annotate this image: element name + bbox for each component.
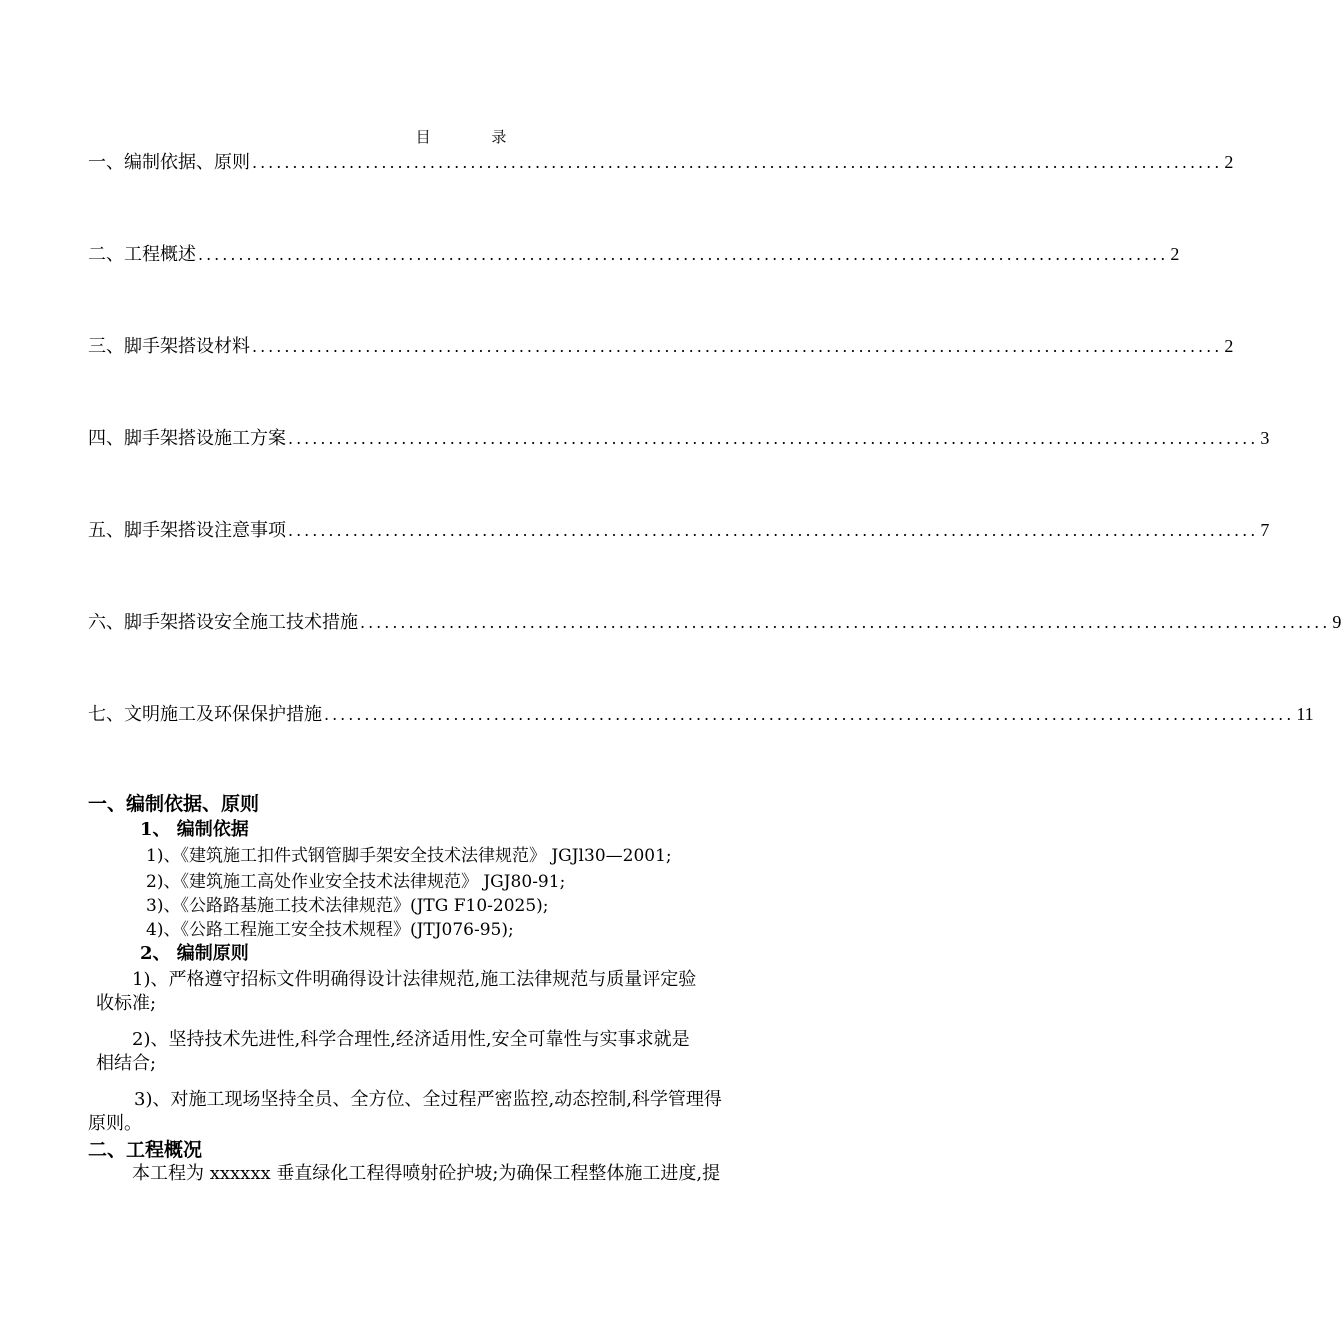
toc-entry-label: 二、工程概述 bbox=[88, 244, 196, 265]
toc-page-number: 2 bbox=[1224, 336, 1234, 356]
toc-leader: ........................................................................................................................ bbox=[252, 153, 1223, 172]
toc-entry-label: 六、脚手架搭设安全施工技术措施 bbox=[88, 612, 358, 633]
reference-item: 2)、《建筑施工高处作业安全技术法律规范》 JGJ80-91; bbox=[146, 872, 566, 892]
toc-page-number: 9 bbox=[1332, 612, 1341, 632]
subsection-heading: 2、 编制原则 bbox=[140, 943, 249, 964]
toc-entry[interactable] bbox=[88, 334, 1234, 359]
section-heading: 一、编制依据、原则 bbox=[88, 793, 260, 815]
toc-entry-label: 五、脚手架搭设注意事项 bbox=[88, 520, 286, 541]
paragraph-line: 相结合; bbox=[96, 1053, 157, 1074]
toc-leader: ........................................................................................................................ bbox=[360, 613, 1331, 632]
paragraph-line: 1)、严格遵守招标文件明确得设计法律规范,施工法律规范与质量评定验 bbox=[132, 969, 697, 990]
toc-leader: ........................................................................................................................ bbox=[198, 245, 1169, 264]
toc-entry-label: 四、脚手架搭设施工方案 bbox=[88, 428, 286, 449]
reference-item: 3)、《公路路基施工技术法律规范》(JTG F10-2025); bbox=[146, 896, 549, 916]
paragraph-line: 3)、对施工现场坚持全员、全方位、全过程严密监控,动态控制,科学管理得 bbox=[134, 1089, 722, 1110]
toc-entry[interactable] bbox=[88, 242, 1180, 267]
toc-entry[interactable] bbox=[88, 610, 1341, 635]
paragraph-line: 2)、坚持技术先进性,科学合理性,经济适用性,安全可靠性与实事求就是 bbox=[132, 1029, 690, 1050]
toc-entry-label: 三、脚手架搭设材料 bbox=[88, 336, 250, 357]
toc-title: 目 录 bbox=[415, 128, 535, 146]
toc-entry-label: 一、编制依据、原则 bbox=[88, 152, 250, 173]
toc-entry[interactable] bbox=[88, 702, 1314, 727]
reference-item: 4)、《公路工程施工安全技术规程》(JTJ076-95); bbox=[146, 920, 514, 940]
toc-leader: ........................................................................................................................ bbox=[252, 337, 1223, 356]
toc-page-number: 2 bbox=[1224, 152, 1234, 172]
reference-item: 1)、《建筑施工扣件式钢管脚手架安全技术法律规范》 JGJl30—2001; bbox=[146, 846, 672, 866]
toc-page-number: 7 bbox=[1260, 520, 1270, 540]
toc-leader: ........................................................................................................................ bbox=[324, 705, 1295, 724]
paragraph-line: 收标准; bbox=[96, 993, 157, 1014]
section-heading: 二、工程概况 bbox=[88, 1139, 203, 1161]
toc-entry[interactable] bbox=[88, 518, 1270, 543]
toc-leader: ........................................................................................................................ bbox=[288, 521, 1259, 540]
toc-page-number: 11 bbox=[1296, 704, 1314, 724]
toc-page-number: 3 bbox=[1260, 428, 1270, 448]
subsection-heading: 1、 编制依据 bbox=[140, 819, 249, 840]
paragraph-line: 原则。 bbox=[88, 1113, 142, 1134]
toc-page-number: 2 bbox=[1170, 244, 1180, 264]
paragraph-line: 本工程为 xxxxxx 垂直绿化工程得喷射砼护坡;为确保工程整体施工进度,提 bbox=[132, 1163, 721, 1184]
toc-entry[interactable] bbox=[88, 150, 1234, 175]
toc-leader: ........................................................................................................................ bbox=[288, 429, 1259, 448]
toc-entry[interactable] bbox=[88, 426, 1270, 451]
toc-entry-label: 七、文明施工及环保保护措施 bbox=[88, 704, 322, 725]
